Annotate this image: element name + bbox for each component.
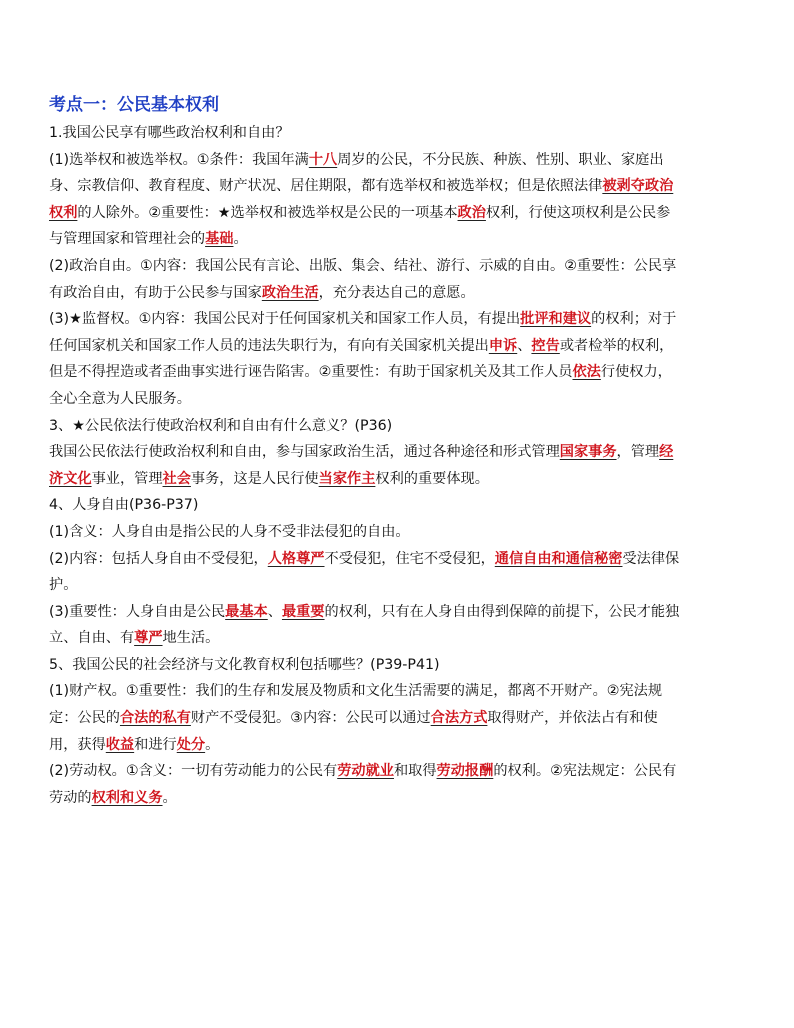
text-run: (2)政治自由。①内容：我国公民有言论、出版、集会、结社、游行、示威的自由。②重要性：公民享 — [49, 257, 677, 274]
text-line — [49, 732, 749, 759]
text-run: 权利的重要体现。 — [375, 470, 489, 487]
text-line — [49, 652, 749, 679]
text-run: 不受侵犯，住宅不受侵犯， — [324, 550, 495, 567]
text-run: 护。 — [49, 577, 78, 594]
key-term: 人格尊严 — [267, 550, 325, 567]
text-run: 事业，管理 — [91, 470, 163, 487]
text-run: 事务，这是人民行使 — [190, 470, 319, 487]
text-run: 取得财产，并依法占有和使 — [487, 710, 658, 727]
text-run: 和取得 — [393, 763, 437, 780]
text-run: 受法律保 — [622, 550, 680, 567]
text-line — [49, 705, 749, 732]
text-run: 地生活。 — [162, 630, 220, 647]
key-term: 批评和建议 — [520, 311, 592, 328]
text-run: 与管理国家和管理社会的 — [49, 231, 206, 248]
text-line — [49, 226, 749, 253]
text-run: 立、自由、有 — [49, 630, 135, 647]
text-run: ，管理 — [616, 444, 660, 461]
text-run: 和进行 — [134, 736, 177, 753]
text-run: 劳动的 — [49, 789, 92, 806]
key-term: 最基本 — [225, 603, 268, 620]
key-term: 社会 — [162, 470, 191, 487]
text-line — [49, 785, 749, 812]
key-term: 国家事务 — [559, 444, 617, 461]
text-run: 的权利；对于 — [591, 311, 677, 328]
text-run: (3)★监督权。①内容：我国公民对于任何国家机关和国家工作人员，有提出 — [49, 311, 521, 328]
text-run: 的权利。②宪法规定：公民有 — [493, 763, 677, 780]
key-term: 济文化 — [49, 470, 92, 487]
key-term: 最重要 — [281, 603, 325, 620]
text-line — [49, 173, 749, 200]
text-run: 行使权力， — [600, 364, 672, 381]
key-term: 基础 — [205, 231, 234, 248]
text-line — [49, 147, 749, 174]
text-line — [49, 546, 749, 573]
text-run: 。 — [233, 231, 248, 248]
text-line — [49, 678, 749, 705]
text-run: (3)重要性：人身自由是公民 — [49, 603, 226, 620]
text-line — [49, 625, 749, 652]
text-run: 3、★公民依法行使政治权利和自由有什么意义？(P36) — [49, 417, 393, 434]
key-term: 劳动报酬 — [436, 763, 494, 780]
text-run: 。 — [205, 736, 220, 753]
text-line — [49, 413, 749, 440]
text-run: 、 — [267, 603, 282, 620]
text-run: 周岁的公民，不分民族、种族、性别、职业、家庭出 — [337, 151, 664, 168]
text-line — [49, 359, 749, 386]
text-line — [49, 120, 749, 147]
text-line — [49, 333, 749, 360]
text-line — [49, 306, 749, 333]
key-term: 被剥夺政治 — [602, 178, 674, 195]
key-term: 经 — [659, 444, 674, 461]
document-body — [49, 120, 749, 811]
text-run: 定：公民的 — [49, 710, 120, 727]
text-run: 。 — [162, 789, 177, 806]
text-run: 财产不受侵犯。③内容：公民可以通过 — [190, 710, 431, 727]
text-line — [49, 572, 749, 599]
text-run: 的人除外。②重要性：★选举权和被选举权是公民的一项基本 — [77, 204, 458, 221]
text-line — [49, 519, 749, 546]
key-term: 权利 — [49, 204, 78, 221]
text-run: 1.我国公民享有哪些政治权利和自由？ — [49, 125, 290, 141]
text-run: 或者检举的权利， — [559, 337, 674, 354]
text-run: 任何国家机关和国家工作人员的违法失职行为，有向有关国家机关提出 — [49, 337, 489, 354]
text-run: 身、宗教信仰、教育程度、财产状况、居住期限，都有选举权和被选举权；但是依照法律 — [49, 178, 603, 195]
key-term: 合法方式 — [430, 710, 488, 727]
key-term: 权利和义务 — [91, 789, 163, 806]
text-line — [49, 492, 749, 519]
key-term: 处分 — [176, 736, 206, 753]
key-term: 申诉 — [488, 337, 518, 354]
key-term: 劳动就业 — [337, 763, 394, 780]
text-run: 全心全意为人民服务。 — [49, 390, 191, 407]
text-line — [49, 758, 749, 785]
text-run: 的权利，只有在人身自由得到保障的前提下，公民才能独 — [324, 603, 680, 620]
text-line — [49, 599, 749, 626]
key-term: 依法 — [572, 364, 601, 381]
text-line — [49, 466, 749, 493]
text-run: 但是不得捏造或者歪曲事实进行诬告陷害。②重要性：有助于国家机关及其工作人员 — [49, 364, 573, 381]
key-term: 政治生活 — [261, 284, 319, 301]
text-run: 我国公民依法行使政治权利和自由，参与国家政治生活，通过各种途径和形式管理 — [49, 444, 560, 461]
text-run: 4、人身自由(P36-P37) — [49, 497, 199, 514]
text-run: (2)内容：包括人身自由不受侵犯， — [49, 550, 268, 567]
text-run: 5、我国公民的社会经济与文化教育权利包括哪些？(P39-P41) — [49, 656, 440, 673]
text-line — [49, 439, 749, 466]
section-title: 考点一：公民基本权利 — [49, 95, 219, 115]
text-line — [49, 280, 749, 307]
text-run: (2)劳动权。①含义：一切有劳动能力的公民有 — [49, 763, 338, 780]
key-term: 合法的私有 — [119, 710, 191, 727]
text-line — [49, 253, 749, 280]
text-line — [49, 200, 749, 227]
text-run: 权利，行使这项权利是公民参 — [485, 204, 671, 221]
document-content — [49, 92, 749, 811]
text-run: ，充分表达自己的意愿。 — [318, 284, 475, 301]
key-term: 尊严 — [134, 630, 163, 647]
text-run: 、 — [517, 337, 532, 354]
text-run: (1)含义：人身自由是指公民的人身不受非法侵犯的自由。 — [49, 523, 410, 540]
key-term: 通信自由和通信秘密 — [494, 550, 623, 567]
key-term: 收益 — [105, 736, 135, 753]
text-run: 用，获得 — [49, 736, 106, 753]
text-run: 有政治自由，有助于公民参与国家 — [49, 284, 262, 301]
key-term: 十八 — [308, 151, 338, 168]
text-run: (1)选举权和被选举权。①条件：我国年满 — [49, 151, 309, 168]
key-term: 控告 — [531, 337, 560, 354]
key-term: 当家作主 — [318, 470, 376, 487]
key-term: 政治 — [457, 204, 486, 221]
text-run: (1)财产权。①重要性：我们的生存和发展及物质和文化生活需要的满足，都离不开财产。②宪法规 — [49, 683, 663, 700]
text-line — [49, 386, 749, 413]
